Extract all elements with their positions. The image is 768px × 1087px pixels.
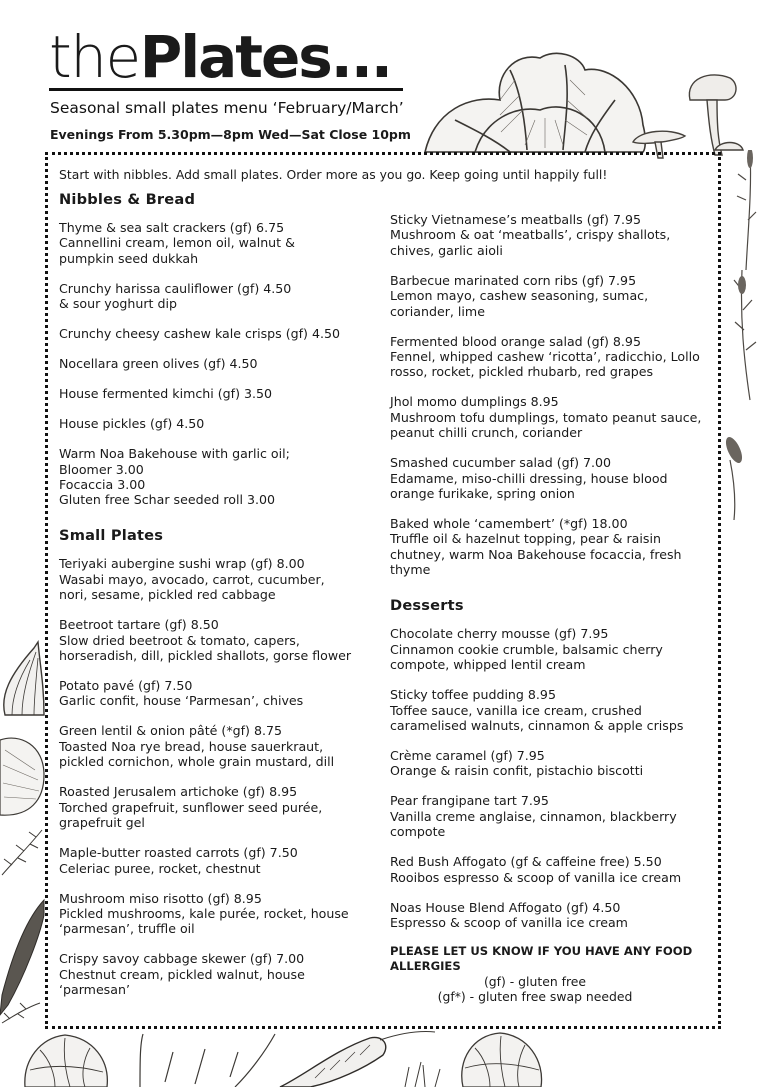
herb-sprig-illustration: [0, 825, 46, 880]
menu-item: [390, 626, 720, 672]
menu-item: [390, 273, 720, 319]
menu-item-description: Espresso & scoop of vanilla ice cream: [390, 914, 628, 930]
menu-item-description: Toasted Noa rye bread, house sauerkraut,: [59, 738, 324, 754]
squash-illustration: [135, 1032, 285, 1087]
menu-item-title: Red Bush Affogato (gf & caffeine free) 5.50: [390, 854, 662, 870]
menu-item-description: ‘parmesan’: [59, 982, 130, 998]
menu-right-column: [390, 212, 720, 1004]
menu-item-description: Cannellini cream, lemon oil, walnut &: [59, 235, 295, 251]
menu-item-description: Vanilla creme anglaise, cinnamon, blackberry: [390, 808, 677, 824]
menu-item: [390, 854, 720, 885]
menu-item-description: compote, whipped lentil cream: [390, 657, 586, 673]
title-bold: Plates...: [139, 23, 391, 91]
opening-hours: Evenings From 5.30pm—8pm Wed—Sat Close 10pm: [50, 127, 411, 142]
menu-item: [59, 446, 384, 508]
menu-item-description: Cinnamon cookie crumble, balsamic cherry: [390, 641, 663, 657]
menu-item-description: Mushroom tofu dumplings, tomato peanut sauce,: [390, 409, 702, 425]
menu-item: [59, 220, 384, 266]
cabbage-illustration: [415, 40, 655, 155]
desserts-list: [390, 626, 720, 930]
menu-item-description: Focaccia 3.00: [59, 477, 146, 493]
menu-item: [59, 891, 384, 937]
menu-item-description: caramelised walnuts, cinnamon & apple crisps: [390, 717, 684, 733]
menu-item-description: Mushroom & oat ‘meatballs’, crispy shallots,: [390, 227, 671, 243]
menu-title: [49, 23, 405, 91]
menu-intro: Start with nibbles. Add small plates. Order more as you go. Keep going until happily full!: [59, 167, 608, 182]
menu-item-title: Mushroom miso risotto (gf) 8.95: [59, 890, 262, 906]
menu-item-description: Celeriac puree, rocket, chestnut: [59, 860, 261, 876]
menu-item-description: chutney, warm Noa Bakehouse focaccia, fresh: [390, 546, 682, 562]
menu-item: [390, 748, 720, 779]
menu-item-description: nori, sesame, pickled red cabbage: [59, 587, 276, 603]
menu-item-title: Sticky toffee pudding 8.95: [390, 687, 556, 703]
menu-item-title: House fermented kimchi (gf) 3.50: [59, 386, 273, 402]
menu-item-title: Warm Noa Bakehouse with garlic oil;: [59, 446, 290, 462]
menu-item-title: Crunchy cheesy cashew kale crisps (gf) 4.50: [59, 326, 341, 342]
menu-subtitle: Seasonal small plates menu ‘February/March’: [50, 99, 404, 117]
carrot-illustration: [0, 895, 46, 1030]
menu-item: [390, 900, 720, 931]
menu-item: [59, 845, 384, 876]
artichoke-illustration: [15, 1030, 115, 1087]
menu-item-title: Smashed cucumber salad (gf) 7.00: [390, 455, 612, 471]
menu-item-title: Potato pavé (gf) 7.50: [59, 678, 193, 694]
menu-item: [59, 556, 384, 602]
wild-grass-illustration: [722, 150, 768, 520]
menu-item: [390, 687, 720, 733]
menu-item-title: Pear frangipane tart 7.95: [390, 793, 549, 809]
menu-item-description: peanut chilli crunch, coriander: [390, 425, 583, 441]
menu-item-description: pumpkin seed dukkah: [59, 250, 199, 266]
menu-item-description: Toffee sauce, vanilla ice cream, crushed: [390, 702, 642, 718]
menu-item: [59, 617, 384, 663]
menu-item-description: & sour yoghurt dip: [59, 296, 177, 312]
menu-item-description: Rooibos espresso & scoop of vanilla ice cream: [390, 869, 682, 885]
menu-item: [59, 356, 384, 371]
small-plates-list-continued: [390, 212, 720, 578]
menu-item: [390, 212, 720, 258]
squash-illustration: [0, 735, 46, 820]
menu-item-title: Jhol momo dumplings 8.95: [390, 394, 559, 410]
menu-item-title: Crispy savoy cabbage skewer (gf) 7.00: [59, 951, 305, 967]
menu-item-title: Maple-butter roasted carrots (gf) 7.50: [59, 845, 298, 861]
menu-item-title: Sticky Vietnamese’s meatballs (gf) 7.95: [390, 212, 642, 227]
gluten-legend: [370, 974, 700, 1004]
menu-item-title: Nocellara green olives (gf) 4.50: [59, 356, 258, 372]
allergy-notice-line: ALLERGIES: [390, 958, 461, 973]
menu-item-description: orange furikake, spring onion: [390, 486, 575, 502]
menu-item-title: Crème caramel (gf) 7.95: [390, 747, 545, 763]
menu-item: [390, 394, 720, 440]
artichoke-illustration: [455, 1030, 550, 1087]
menu-item: [390, 455, 720, 501]
menu-item-description: chives, garlic aioli: [390, 242, 503, 258]
menu-item-description: Garlic confit, house ‘Parmesan’, chives: [59, 693, 304, 709]
menu-item-title: Beetroot tartare (gf) 8.50: [59, 617, 219, 633]
section-heading-desserts: Desserts: [390, 597, 464, 615]
menu-item-title: Crunchy harissa cauliflower (gf) 4.50: [59, 280, 292, 296]
menu-item-description: ‘parmesan’, truffle oil: [59, 921, 195, 937]
small-plates-list: [59, 556, 384, 997]
allergy-notice-line: PLEASE LET US KNOW IF YOU HAVE ANY FOOD: [390, 943, 693, 958]
title-light: the: [49, 23, 140, 91]
menu-item-title: House pickles (gf) 4.50: [59, 416, 205, 432]
section-heading-nibbles: Nibbles & Bread: [59, 191, 196, 208]
menu-item-title: Noas House Blend Affogato (gf) 4.50: [390, 899, 621, 915]
menu-item-description: Truffle oil & hazelnut topping, pear & raisin: [390, 531, 661, 547]
menu-left-column: [59, 190, 384, 1012]
menu-item-description: coriander, lime: [390, 303, 485, 319]
legend-gluten-free-swap: (gf*) - gluten free swap needed: [437, 988, 633, 1004]
menu-item-title: Teriyaki aubergine sushi wrap (gf) 8.00: [59, 556, 305, 572]
menu-item: [59, 784, 384, 830]
menu-item-description: Pickled mushrooms, kale purée, rocket, house: [59, 905, 349, 921]
menu-item: [59, 416, 384, 431]
menu-item-description: pickled cornichon, whole grain mustard, dill: [59, 754, 335, 770]
garlic-illustration: [0, 640, 46, 720]
menu-item-description: grapefruit gel: [59, 815, 145, 831]
menu-item: [59, 951, 384, 997]
menu-item-description: Fennel, whipped cashew ‘ricotta’, radicchio, Lollo: [390, 349, 700, 365]
menu-item-description: thyme: [390, 562, 431, 578]
menu-item: [390, 516, 720, 578]
nibbles-list: [59, 220, 384, 508]
allergy-notice: [390, 944, 720, 974]
menu-item: [59, 678, 384, 709]
carrot-illustration: [275, 1030, 455, 1087]
menu-item-title: Roasted Jerusalem artichoke (gf) 8.95: [59, 784, 298, 800]
menu-item-description: Chestnut cream, pickled walnut, house: [59, 966, 305, 982]
menu-item-description: Torched grapefruit, sunflower seed purée,: [59, 799, 323, 815]
menu-item-description: horseradish, dill, pickled shallots, gorse flower: [59, 648, 352, 664]
menu-item-description: Gluten free Schar seeded roll 3.00: [59, 492, 275, 508]
menu-item-description: Lemon mayo, cashew seasoning, sumac,: [390, 288, 649, 304]
menu-item: [390, 793, 720, 839]
mushroom-illustration: [625, 70, 745, 160]
menu-item-description: Edamame, miso-chilli dressing, house blood: [390, 470, 668, 486]
menu-item-description: Wasabi mayo, avocado, carrot, cucumber,: [59, 571, 325, 587]
menu-item-title: Barbecue marinated corn ribs (gf) 7.95: [390, 272, 637, 288]
menu-item: [59, 386, 384, 401]
menu-item: [59, 281, 384, 312]
menu-item-description: Orange & raisin confit, pistachio biscotti: [390, 763, 644, 779]
menu-item-title: Baked whole ‘camembert’ (*gf) 18.00: [390, 516, 628, 532]
menu-item-title: Chocolate cherry mousse (gf) 7.95: [390, 626, 609, 642]
legend-gluten-free: (gf) - gluten free: [483, 973, 587, 989]
menu-item: [59, 723, 384, 769]
menu-item: [390, 334, 720, 380]
menu-item-title: Green lentil & onion pâté (*gf) 8.75: [59, 723, 283, 739]
menu-item-description: Slow dried beetroot & tomato, capers,: [59, 632, 300, 648]
menu-item-title: Thyme & sea salt crackers (gf) 6.75: [59, 220, 285, 235]
section-heading-small-plates: Small Plates: [59, 527, 164, 545]
menu-item: [59, 326, 384, 341]
menu-item-description: Bloomer 3.00: [59, 461, 144, 477]
menu-item-title: Fermented blood orange salad (gf) 8.95: [390, 333, 641, 349]
menu-item-description: compote: [390, 824, 446, 840]
menu-item-description: rosso, rocket, pickled rhubarb, red grapes: [390, 364, 654, 380]
